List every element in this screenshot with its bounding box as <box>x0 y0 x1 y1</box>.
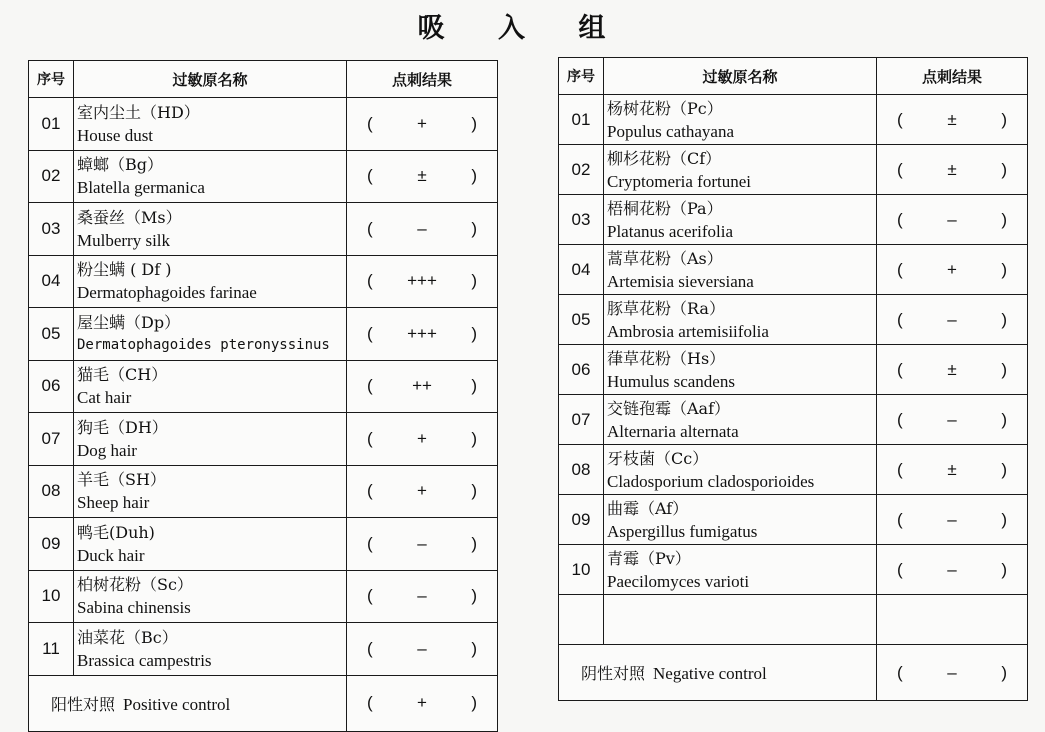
allergen-name-cn: 葎草花粉（Hs） <box>607 348 726 368</box>
allergen-name-en: Blatella germanica <box>77 178 205 198</box>
allergen-name-cn: 鸭毛(Duh) <box>77 522 155 542</box>
allergen-name-en: Sheep hair <box>77 493 150 513</box>
allergen-name <box>604 395 877 445</box>
test-result <box>877 395 1028 445</box>
table-row <box>29 308 498 361</box>
bracket-close: ) <box>1001 109 1007 129</box>
result-value: ± <box>947 109 957 129</box>
row-number: 07 <box>559 395 604 445</box>
allergen-name-en: Dog hair <box>77 440 137 460</box>
bracket-close: ) <box>471 428 477 448</box>
allergen-name <box>74 360 347 413</box>
allergen-name-en: Brassica campestris <box>77 650 212 670</box>
allergen-name <box>604 295 877 345</box>
allergen-name-en: Platanus acerifolia <box>607 221 734 241</box>
allergen-name-cn: 牙枝菌（Cc） <box>607 448 709 468</box>
allergen-name <box>74 518 347 571</box>
test-result <box>347 623 498 676</box>
result-value: – <box>417 638 427 658</box>
test-result <box>877 345 1028 395</box>
test-result <box>347 570 498 623</box>
row-number: 06 <box>29 360 74 413</box>
result-value: – <box>947 662 957 682</box>
allergen-name-cn: 粉尘螨 ( Df ) <box>77 260 172 280</box>
result-value: – <box>417 586 427 606</box>
bracket-open: ( <box>897 409 903 429</box>
allergen-name <box>74 203 347 256</box>
allergen-name-cn: 柳杉花粉（Cf） <box>607 148 722 168</box>
row-number: 05 <box>29 308 74 361</box>
result-value: +++ <box>407 271 437 291</box>
allergen-name-cn: 蒿草花粉（As） <box>607 248 723 268</box>
bracket-close: ) <box>471 638 477 658</box>
table-row <box>559 495 1028 545</box>
allergen-name-en: Cat hair <box>77 388 132 408</box>
bracket-close: ) <box>1001 409 1007 429</box>
bracket-open: ( <box>897 159 903 179</box>
allergen-name-en: Aspergillus fumigatus <box>607 521 758 541</box>
bracket-close: ) <box>1001 209 1007 229</box>
table-row <box>29 570 498 623</box>
allergen-name <box>74 255 347 308</box>
header-no: 序号 <box>559 58 604 95</box>
bracket-close: ) <box>471 481 477 501</box>
control-label-cn: 阳性对照 <box>51 694 116 714</box>
bracket-close: ) <box>471 218 477 238</box>
row-number: 10 <box>29 570 74 623</box>
result-value: – <box>947 509 957 529</box>
bracket-close: ) <box>471 693 477 712</box>
bracket-open: ( <box>897 259 903 279</box>
allergen-name <box>604 445 877 495</box>
table-row <box>559 345 1028 395</box>
bracket-close: ) <box>1001 662 1007 682</box>
row-number-empty <box>559 595 604 645</box>
test-result <box>347 518 498 571</box>
table-row <box>29 203 498 256</box>
bracket-close: ) <box>471 376 477 396</box>
row-number: 04 <box>559 245 604 295</box>
result-value: ++ <box>412 376 432 396</box>
allergen-name-empty <box>604 595 877 645</box>
allergen-name <box>74 308 347 361</box>
allergen-name-cn: 豚草花粉（Ra） <box>607 298 725 318</box>
allergen-name-cn: 曲霉（Af） <box>607 498 689 518</box>
result-value: + <box>417 693 427 712</box>
row-number: 01 <box>559 95 604 145</box>
allergen-name-en: Alternaria alternata <box>607 421 739 441</box>
table-row-empty <box>559 595 1028 645</box>
bracket-open: ( <box>897 509 903 529</box>
test-result <box>877 495 1028 545</box>
result-value: + <box>947 259 957 279</box>
allergen-name-cn: 室内尘土（HD） <box>77 102 200 122</box>
result-value: ± <box>417 166 427 186</box>
allergen-name <box>74 150 347 203</box>
bracket-close: ) <box>1001 559 1007 579</box>
result-value: – <box>417 218 427 238</box>
row-number: 04 <box>29 255 74 308</box>
allergen-name-cn: 桑蚕丝（Ms） <box>77 207 182 227</box>
result-value: + <box>417 113 427 133</box>
bracket-close: ) <box>1001 309 1007 329</box>
allergen-name <box>74 413 347 466</box>
left-allergen-table <box>28 60 498 732</box>
table-row <box>29 518 498 571</box>
header-name: 过敏原名称 <box>74 61 347 98</box>
bracket-open: ( <box>367 638 373 658</box>
allergen-name <box>74 623 347 676</box>
test-result <box>347 203 498 256</box>
allergen-name-cn: 梧桐花粉（Pa） <box>607 198 723 218</box>
allergen-name-en: Artemisia sieversiana <box>607 271 754 291</box>
bracket-open: ( <box>367 271 373 291</box>
allergen-name <box>604 195 877 245</box>
table-row <box>559 95 1028 145</box>
allergen-name-en: Duck hair <box>77 545 145 565</box>
bracket-open: ( <box>897 559 903 579</box>
control-label-en: Negative control <box>653 664 767 683</box>
bracket-open: ( <box>367 481 373 501</box>
allergen-name-cn: 杨树花粉（Pc） <box>607 98 723 118</box>
row-number: 09 <box>559 495 604 545</box>
test-result <box>347 255 498 308</box>
allergen-name <box>604 245 877 295</box>
header-no: 序号 <box>29 61 74 98</box>
test-result <box>877 195 1028 245</box>
result-value: + <box>417 428 427 448</box>
bracket-open: ( <box>367 428 373 448</box>
allergen-name-en: Sabina chinensis <box>77 598 191 618</box>
allergen-name-en: Populus cathayana <box>607 121 734 141</box>
allergen-name-cn: 羊毛（SH） <box>77 470 166 490</box>
row-number: 01 <box>29 98 74 151</box>
bracket-open: ( <box>897 309 903 329</box>
allergen-name <box>604 545 877 595</box>
bracket-open: ( <box>897 209 903 229</box>
bracket-open: ( <box>367 693 373 712</box>
bracket-close: ) <box>1001 459 1007 479</box>
bracket-open: ( <box>897 662 903 682</box>
control-row <box>29 675 498 731</box>
result-value: – <box>947 209 957 229</box>
test-result <box>347 413 498 466</box>
row-number: 10 <box>559 545 604 595</box>
table-row <box>559 245 1028 295</box>
allergen-name-cn: 油菜花（Bc） <box>77 627 178 647</box>
test-result <box>877 545 1028 595</box>
result-value: – <box>417 533 427 553</box>
row-number: 06 <box>559 345 604 395</box>
test-result <box>877 445 1028 495</box>
table-row <box>559 295 1028 345</box>
table-row <box>559 395 1028 445</box>
allergen-name-en: House dust <box>77 125 154 145</box>
allergen-name <box>74 465 347 518</box>
bracket-close: ) <box>471 323 477 343</box>
bracket-close: ) <box>471 166 477 186</box>
test-result <box>347 150 498 203</box>
table-row <box>559 545 1028 595</box>
table-row <box>559 445 1028 495</box>
allergen-name-cn: 蟑螂（Bg） <box>77 155 164 175</box>
bracket-open: ( <box>897 359 903 379</box>
header-result: 点刺结果 <box>877 58 1028 95</box>
allergen-name <box>604 145 877 195</box>
allergen-name <box>604 495 877 545</box>
table-row <box>29 465 498 518</box>
bracket-close: ) <box>471 586 477 606</box>
header-result: 点刺结果 <box>347 61 498 98</box>
result-value: – <box>947 409 957 429</box>
bracket-open: ( <box>367 323 373 343</box>
row-number: 07 <box>29 413 74 466</box>
row-number: 02 <box>29 150 74 203</box>
bracket-open: ( <box>367 586 373 606</box>
control-label <box>29 675 347 731</box>
test-result <box>347 360 498 413</box>
allergen-name <box>604 345 877 395</box>
right-allergen-table <box>558 57 1028 701</box>
test-result <box>347 308 498 361</box>
result-value: + <box>417 481 427 501</box>
bracket-open: ( <box>897 109 903 129</box>
allergen-name-cn: 交链孢霉（Aaf） <box>607 398 731 418</box>
test-result <box>877 245 1028 295</box>
row-number: 09 <box>29 518 74 571</box>
page-title: 吸 入 组 <box>417 13 628 44</box>
row-number: 08 <box>559 445 604 495</box>
test-result-empty <box>877 595 1028 645</box>
table-row <box>29 98 498 151</box>
table-row <box>559 195 1028 245</box>
result-value: – <box>947 309 957 329</box>
allergen-name-en: Cladosporium cladosporioides <box>607 471 815 491</box>
allergen-name-cn: 猫毛（CH） <box>77 365 168 385</box>
allergen-name-en: Dermatophagoides pteronyssinus <box>77 336 330 353</box>
bracket-open: ( <box>367 113 373 133</box>
table-row <box>29 623 498 676</box>
allergen-name <box>74 570 347 623</box>
table-row <box>29 413 498 466</box>
allergen-name-cn: 屋尘螨（Dp） <box>77 312 181 332</box>
bracket-close: ) <box>471 533 477 553</box>
allergen-name-en: Ambrosia artemisiifolia <box>607 321 769 341</box>
allergen-name-en: Cryptomeria fortunei <box>607 171 751 191</box>
bracket-open: ( <box>367 166 373 186</box>
control-result <box>877 645 1028 701</box>
bracket-close: ) <box>471 271 477 291</box>
control-label-cn: 阴性对照 <box>581 664 646 683</box>
test-result <box>877 95 1028 145</box>
bracket-open: ( <box>897 459 903 479</box>
bracket-close: ) <box>1001 359 1007 379</box>
table-row <box>29 150 498 203</box>
row-number: 08 <box>29 465 74 518</box>
bracket-open: ( <box>367 218 373 238</box>
allergen-name-en: Mulberry silk <box>77 230 171 250</box>
table-row <box>559 145 1028 195</box>
bracket-close: ) <box>1001 509 1007 529</box>
allergen-name <box>74 98 347 151</box>
allergen-name-cn: 柏树花粉（Sc） <box>77 575 193 595</box>
result-value: ± <box>947 159 957 179</box>
bracket-close: ) <box>471 113 477 133</box>
result-value: +++ <box>407 323 437 343</box>
table-row <box>29 360 498 413</box>
allergen-name-cn: 狗毛（DH） <box>77 417 168 437</box>
control-label <box>559 645 877 701</box>
test-result <box>347 98 498 151</box>
bracket-open: ( <box>367 376 373 396</box>
test-result <box>877 295 1028 345</box>
control-result <box>347 675 498 731</box>
allergen-name-cn: 青霉（Pv） <box>607 548 691 568</box>
table-header-row <box>559 58 1028 95</box>
bracket-close: ) <box>1001 159 1007 179</box>
table-header-row <box>29 61 498 98</box>
control-row <box>559 645 1028 701</box>
allergen-name-en: Humulus scandens <box>607 371 735 391</box>
control-label-en: Positive control <box>123 694 231 714</box>
row-number: 11 <box>29 623 74 676</box>
test-result <box>877 145 1028 195</box>
test-result <box>347 465 498 518</box>
row-number: 05 <box>559 295 604 345</box>
allergen-name-en: Paecilomyces varioti <box>607 571 750 591</box>
bracket-open: ( <box>367 533 373 553</box>
row-number: 03 <box>29 203 74 256</box>
allergen-name-en: Dermatophagoides farinae <box>77 283 257 303</box>
result-value: ± <box>947 459 957 479</box>
row-number: 02 <box>559 145 604 195</box>
row-number: 03 <box>559 195 604 245</box>
result-value: – <box>947 559 957 579</box>
result-value: ± <box>947 359 957 379</box>
allergen-name <box>604 95 877 145</box>
bracket-close: ) <box>1001 259 1007 279</box>
header-name: 过敏原名称 <box>604 58 877 95</box>
table-row <box>29 255 498 308</box>
